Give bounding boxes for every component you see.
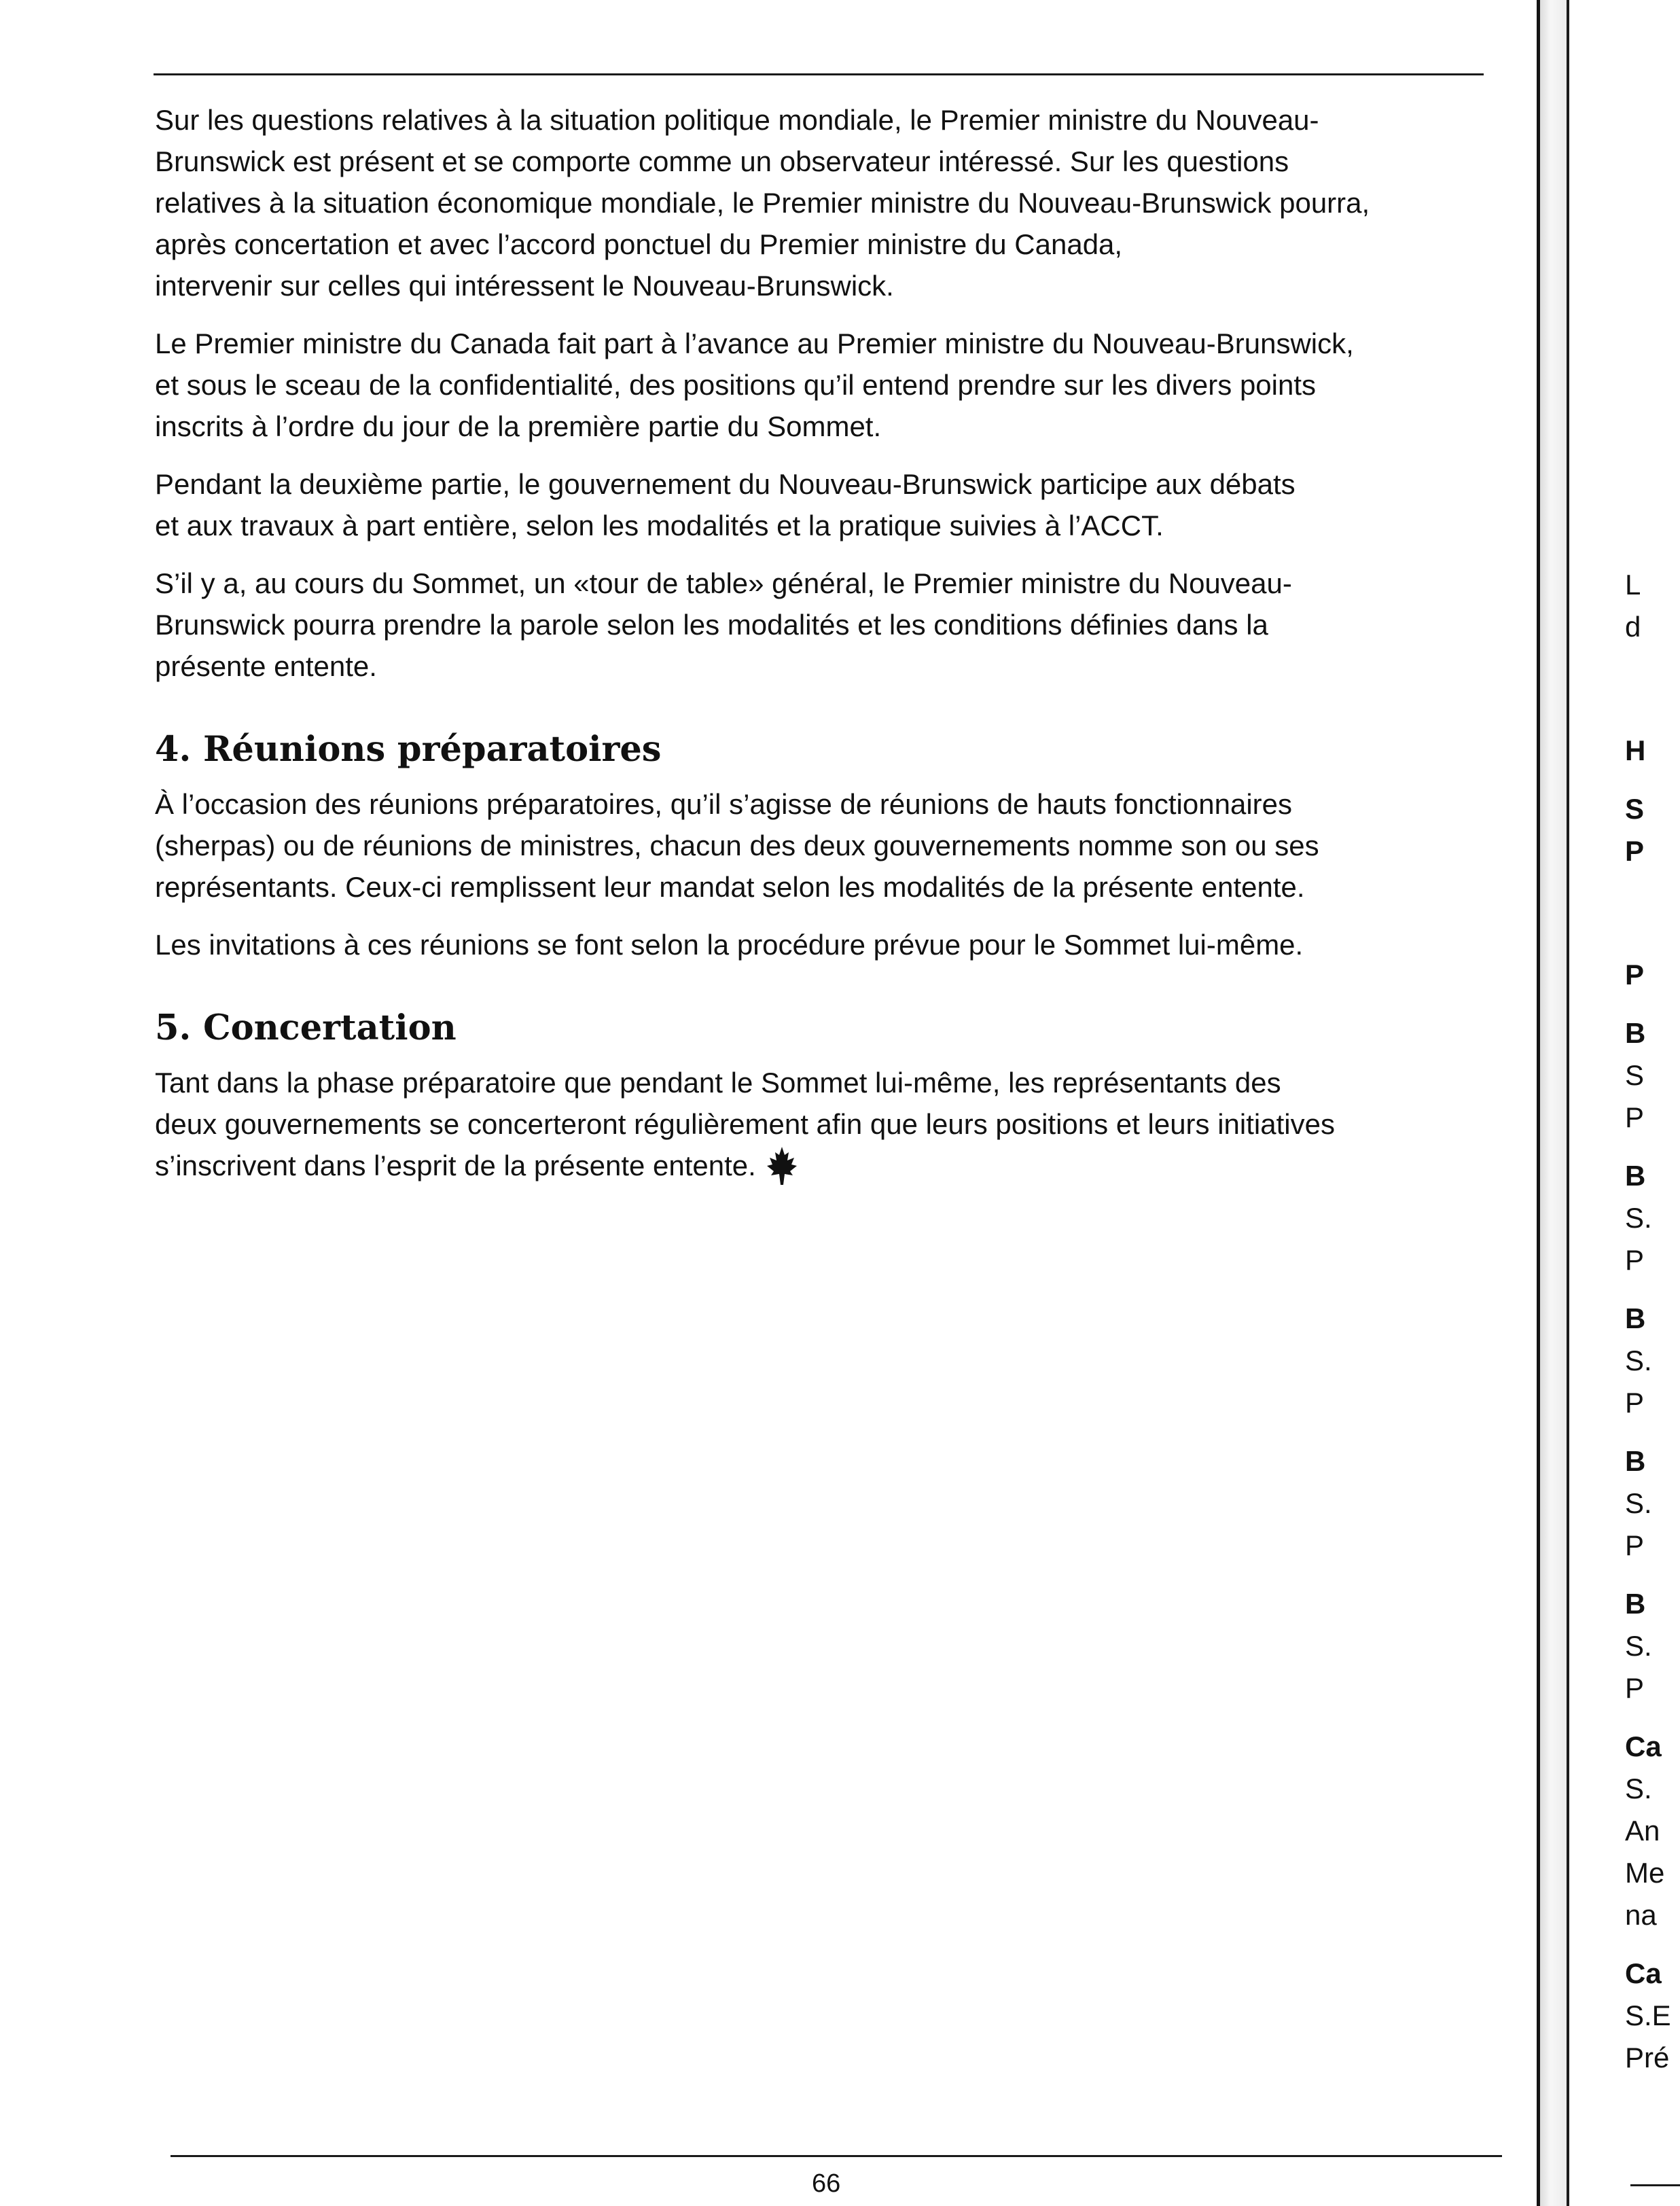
side-fragment: Pré xyxy=(1625,2042,1670,2074)
side-fragment: P xyxy=(1625,1244,1645,1276)
section-4-heading: 4. Réunions préparatoires xyxy=(155,729,662,770)
side-fragment: P xyxy=(1625,1101,1645,1133)
side-fragment: S. xyxy=(1625,1345,1652,1376)
side-fragment: B xyxy=(1625,1302,1646,1334)
side-fragment: Me xyxy=(1625,1857,1665,1889)
side-fragment: P xyxy=(1625,959,1645,991)
main-content xyxy=(155,99,1500,1204)
side-fragment: S. xyxy=(1625,1202,1652,1234)
side-fragment: P xyxy=(1625,835,1645,867)
side-fragment: B xyxy=(1625,1588,1646,1620)
side-fragment: P xyxy=(1625,1672,1645,1704)
side-fragment: P xyxy=(1625,1529,1645,1561)
intro-paragraph-2: Le Premier ministre du Canada fait part à l’avance au Premier ministre du Nouveau-Brunswick, et sous le sceau de la confidentialité, des positions qu’il entend prendre sur les divers points inscrits à l’ordre du jour de la première partie du Sommet. xyxy=(155,327,1354,442)
side-fragment: na xyxy=(1625,1899,1657,1931)
side-fragment: H xyxy=(1625,734,1646,766)
section-5-text: Tant dans la phase préparatoire que pendant le Sommet lui-même, les représentants des deux gouvernements se concerteront régulièrement afin que leurs positions et leurs initiatives s’inscrivent dans l’esprit de la présente entente. xyxy=(155,1067,1335,1181)
side-fragment: P xyxy=(1625,1387,1645,1419)
section-4-paragraph-1: À l’occasion des réunions préparatoires, qu’il s’agisse de réunions de hauts fonctionnaires (sherpas) ou de réunions de ministres, chacun des deux gouvernements nomme son ou ses représentants. Ceux-ci remplissent leur mandat selon les modalités de la présente entente. xyxy=(155,788,1319,903)
side-fragment: S xyxy=(1625,793,1645,825)
intro-paragraph-4: S’il y a, au cours du Sommet, un «tour de table» général, le Premier ministre du Nouveau- Brunswick pourra prendre la parole selon les modalités et les conditions définies dans la présente entente. xyxy=(155,567,1292,682)
side-fragment: B xyxy=(1625,1445,1646,1477)
intro-paragraph-1: Sur les questions relatives à la situation politique mondiale, le Premier ministre du Nouveau- Brunswick est présent et se comporte comme un observateur intéressé. Sur les questions relatives à la situation économique mondiale, le Premier ministre du Nouveau-Brunswick pourra, après concertation et avec l’accord ponctuel du Premier ministre du Canada, intervenir sur celles qui intéressent le Nouveau-Brunswick. xyxy=(155,104,1370,302)
side-fragment: S.E xyxy=(1625,1999,1671,2031)
section-4-paragraph-2: Les invitations à ces réunions se font selon la procédure prévue pour le Sommet lui-même. xyxy=(155,929,1304,961)
side-fragment: S xyxy=(1625,1059,1645,1091)
side-fragment: L xyxy=(1625,569,1641,601)
page-number: 66 xyxy=(812,2169,841,2198)
side-fragment: An xyxy=(1625,1815,1660,1847)
side-fragment: d xyxy=(1625,611,1641,643)
side-page-rule xyxy=(1630,2184,1680,2186)
side-fragment: Ca xyxy=(1625,1957,1662,1989)
bottom-rule xyxy=(171,2155,1502,2157)
maple-leaf-icon xyxy=(766,1145,798,1188)
side-fragment: B xyxy=(1625,1160,1646,1192)
intro-paragraph-3: Pendant la deuxième partie, le gouvernement du Nouveau-Brunswick participe aux débats et aux travaux à part entière, selon les modalités et la pratique suivies à l’ACCT. xyxy=(155,468,1295,541)
section-5-paragraph xyxy=(155,1062,1500,1188)
adjacent-page-fragment xyxy=(1625,564,1680,2079)
side-fragment: S. xyxy=(1625,1487,1652,1519)
section-5-heading: 5. Concertation xyxy=(155,1008,457,1048)
book-binding-gutter xyxy=(1537,0,1569,2206)
top-rule xyxy=(154,73,1484,75)
side-fragment: B xyxy=(1625,1017,1646,1049)
side-fragment: S. xyxy=(1625,1773,1652,1804)
side-fragment: S. xyxy=(1625,1630,1652,1662)
side-fragment: Ca xyxy=(1625,1730,1662,1762)
